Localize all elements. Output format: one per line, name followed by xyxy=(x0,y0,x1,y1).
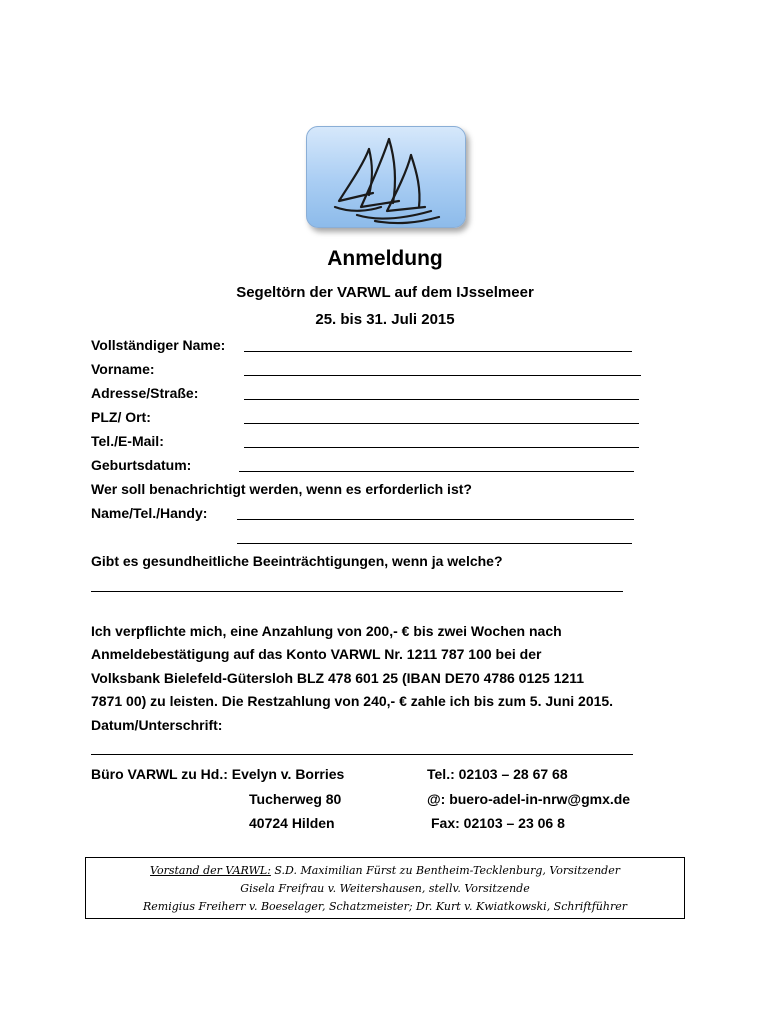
board-heading: Vorstand der VARWL: xyxy=(150,864,271,877)
health-input-line[interactable] xyxy=(91,591,623,592)
office-email[interactable]: @: buero-adel-in-nrw@gmx.de xyxy=(427,791,631,807)
field-label: Vollständiger Name: xyxy=(91,337,226,353)
first-name-input-line[interactable] xyxy=(244,375,641,376)
payment-line: Anmeldebestätigung auf das Konto VARWL Nr. 1211 787 100 bei der xyxy=(91,646,542,663)
phone-email-input-line[interactable] xyxy=(244,447,639,448)
field-label: Vorname: xyxy=(91,361,155,377)
full-name-input-line[interactable] xyxy=(244,351,632,352)
payment-terms xyxy=(91,620,691,737)
office-street: Tucherweg 80 xyxy=(249,791,342,807)
sailboats-drawing xyxy=(307,127,465,227)
office-contact-name: Büro VARWL zu Hd.: Evelyn v. Borries xyxy=(91,766,345,782)
event-dates: 25. bis 31. Juli 2015 xyxy=(315,311,455,328)
event-subtitle: Segeltörn der VARWL auf dem IJsselmeer xyxy=(236,284,534,301)
signature-label: Datum/Unterschrift: xyxy=(91,716,223,733)
emergency-contact-input-line[interactable] xyxy=(237,519,634,520)
page-title: Anmeldung xyxy=(327,247,443,270)
board-members-box xyxy=(85,857,685,919)
board-line-2: Gisela Freifrau v. Weitershausen, stellv. Vorsitzende xyxy=(240,882,530,895)
board-chair: S.D. Maximilian Fürst zu Bentheim-Tecklenburg, Vorsitzender xyxy=(270,864,620,877)
field-label: Geburtsdatum: xyxy=(91,457,192,473)
payment-line: 7871 00) zu leisten. Die Restzahlung von 240,- € zahle ich bis zum 5. Juni 2015. xyxy=(91,693,614,710)
birthdate-input-line[interactable] xyxy=(239,471,634,472)
field-label: Adresse/Straße: xyxy=(91,385,199,401)
office-city: 40724 Hilden xyxy=(249,815,335,831)
board-line-1 xyxy=(86,864,684,877)
sailboats-logo-icon xyxy=(306,126,466,228)
health-question: Gibt es gesundheitliche Beeinträchtigungen, wenn ja welche? xyxy=(91,553,503,569)
field-label: PLZ/ Ort: xyxy=(91,409,151,425)
signature-input-line[interactable] xyxy=(91,754,633,755)
emergency-contact-question: Wer soll benachrichtigt werden, wenn es erforderlich ist? xyxy=(91,481,472,497)
office-phone: Tel.: 02103 – 28 67 68 xyxy=(427,766,568,782)
address-input-line[interactable] xyxy=(244,399,639,400)
payment-line: Ich verpflichte mich, eine Anzahlung von 200,- € bis zwei Wochen nach xyxy=(91,623,562,639)
field-label: Name/Tel./Handy: xyxy=(91,505,208,521)
board-line-3: Remigius Freiherr v. Boeselager, Schatzmeister; Dr. Kurt v. Kwiatkowski, Schriftführer xyxy=(142,900,628,913)
field-label: Tel./E-Mail: xyxy=(91,433,164,449)
zip-city-input-line[interactable] xyxy=(244,423,639,424)
office-fax: Fax: 02103 – 23 06 8 xyxy=(431,815,565,831)
emergency-contact-second-line[interactable] xyxy=(237,543,632,544)
payment-line: Volksbank Bielefeld-Gütersloh BLZ 478 601 25 (IBAN DE70 4786 0125 1211 xyxy=(91,669,585,686)
